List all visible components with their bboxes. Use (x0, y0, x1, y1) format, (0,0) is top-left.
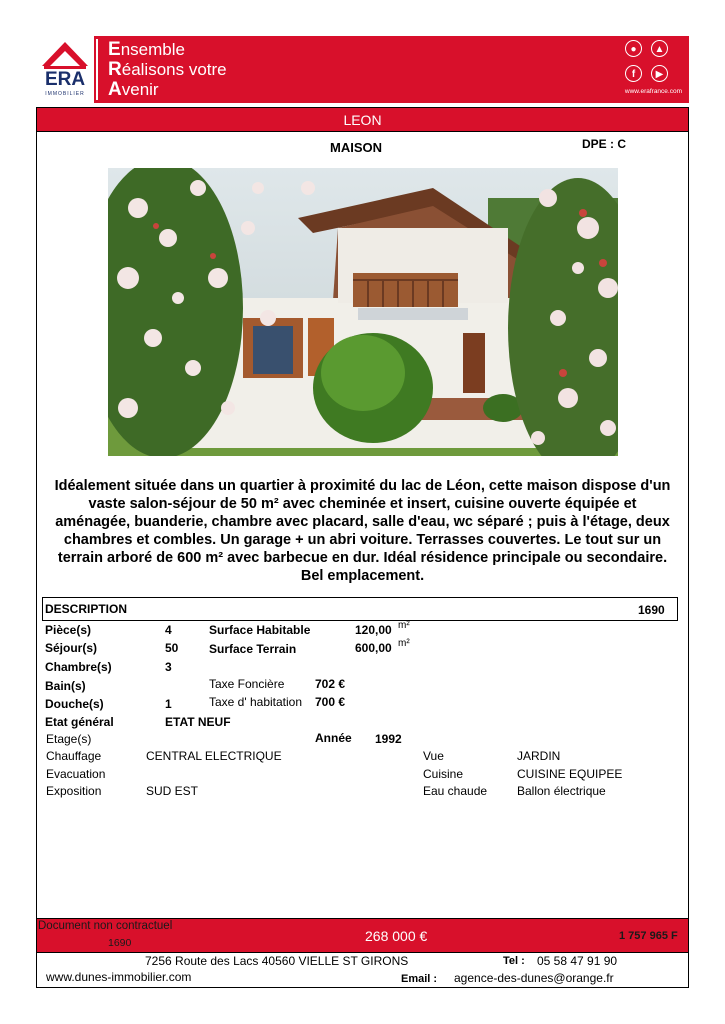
douches-value: 1 (165, 697, 172, 711)
douches-label: Douche(s) (45, 697, 104, 711)
rooms-value: 4 (165, 623, 172, 637)
description-header-box (42, 597, 678, 621)
etat-label: Etat général (45, 715, 114, 729)
description-title: DESCRIPTION (45, 602, 128, 616)
eau-chaude-label: Eau chaude (423, 784, 488, 798)
chambres-label: Chambre(s) (45, 660, 112, 674)
logo-separator (96, 39, 98, 100)
etage-label: Etage(s) (46, 732, 92, 746)
agency-phone[interactable]: 05 58 47 91 90 (537, 954, 618, 968)
era-logo (36, 36, 94, 103)
chauffage-label: Chauffage (46, 749, 102, 763)
taxe-habitation-label: Taxe d' habitation (209, 695, 303, 709)
android-icon[interactable]: ▲ (651, 40, 668, 57)
taxe-habitation-value: 700 € (315, 695, 346, 709)
price-francs: 1 757 965 F (619, 930, 678, 942)
taxe-fonciere-label: Taxe Foncière (209, 677, 285, 691)
apple-icon[interactable]: ● (625, 40, 642, 57)
youtube-icon[interactable]: ▶ (651, 65, 668, 82)
facebook-icon[interactable]: f (625, 65, 642, 82)
tel-label: Tel : (503, 955, 525, 967)
annee-value: 1992 (375, 732, 402, 746)
surface-terrain-unit: m² (398, 638, 410, 649)
eau-chaude-value: Ballon électrique (517, 784, 606, 798)
property-photo (108, 168, 618, 456)
logo-subtext: IMMOBILIER (45, 91, 85, 97)
exposition-label: Exposition (46, 784, 102, 798)
vue-value: JARDIN (517, 749, 561, 763)
taxe-fonciere-value: 702 € (315, 677, 346, 691)
era-website-link[interactable]: www.erafrance.com (624, 88, 682, 95)
footer-reference: 1690 (108, 937, 132, 949)
sejour-label: Séjour(s) (45, 641, 98, 655)
evacuation-label: Evacuation (46, 767, 106, 781)
slogan-line-2: Réalisons votre (108, 59, 227, 80)
agency-address: 7256 Route des Lacs 40560 VIELLE ST GIRONS (145, 954, 409, 968)
city-bar: LEON (36, 107, 689, 132)
chauffage-value: CENTRAL ELECTRIQUE (146, 749, 282, 763)
agency-email[interactable]: agence-des-dunes@orange.fr (454, 971, 614, 985)
agency-website[interactable]: www.dunes-immobilier.com (46, 970, 192, 984)
disclaimer: Document non contractuel (38, 920, 173, 932)
slogan-line-3: Avenir (108, 79, 159, 100)
bains-label: Bain(s) (45, 679, 86, 693)
cuisine-label: Cuisine (423, 767, 464, 781)
cuisine-value: CUISINE EQUIPEE (517, 767, 623, 781)
surface-habitable-label: Surface Habitable (209, 623, 311, 637)
surface-habitable-value: 120,00 (355, 623, 392, 637)
rooms-label: Pièce(s) (45, 623, 92, 637)
chambres-value: 3 (165, 660, 172, 674)
surface-terrain-label: Surface Terrain (209, 642, 297, 656)
exposition-value: SUD EST (146, 784, 199, 798)
price: 268 000 € (365, 928, 428, 944)
dpe-rating: DPE : C (582, 137, 627, 151)
email-label: Email : (401, 973, 438, 985)
annee-label: Année (315, 731, 352, 745)
surface-habitable-unit: m² (398, 620, 410, 631)
sejour-value: 50 (165, 641, 179, 655)
reference-number: 1690 (638, 603, 665, 617)
slogan-line-1: Ensemble (108, 39, 185, 60)
etat-value: ETAT NEUF (165, 715, 231, 729)
property-type: MAISON (330, 140, 382, 155)
surface-terrain-value: 600,00 (355, 641, 392, 655)
vue-label: Vue (423, 749, 444, 763)
property-description: Idéalement située dans un quartier à proximité du lac de Léon, cette maison dispose d'un vaste salon-séjour de 50 m² avec cheminée et insert, cuisine ouverte équipée et aménagée, buanderie, chambre avec placard, salle d'eau, wc séparé ; puis à l'étage, deux chambres et combles. Un garage + un abri voiture. Terrasses couvertes. Le tout sur un terrain arboré de 600 m² avec barbecue en dur. Idéal résidence principale ou secondaire. Bel emplacement. (54, 478, 671, 584)
logo-text: ERA (44, 69, 86, 90)
